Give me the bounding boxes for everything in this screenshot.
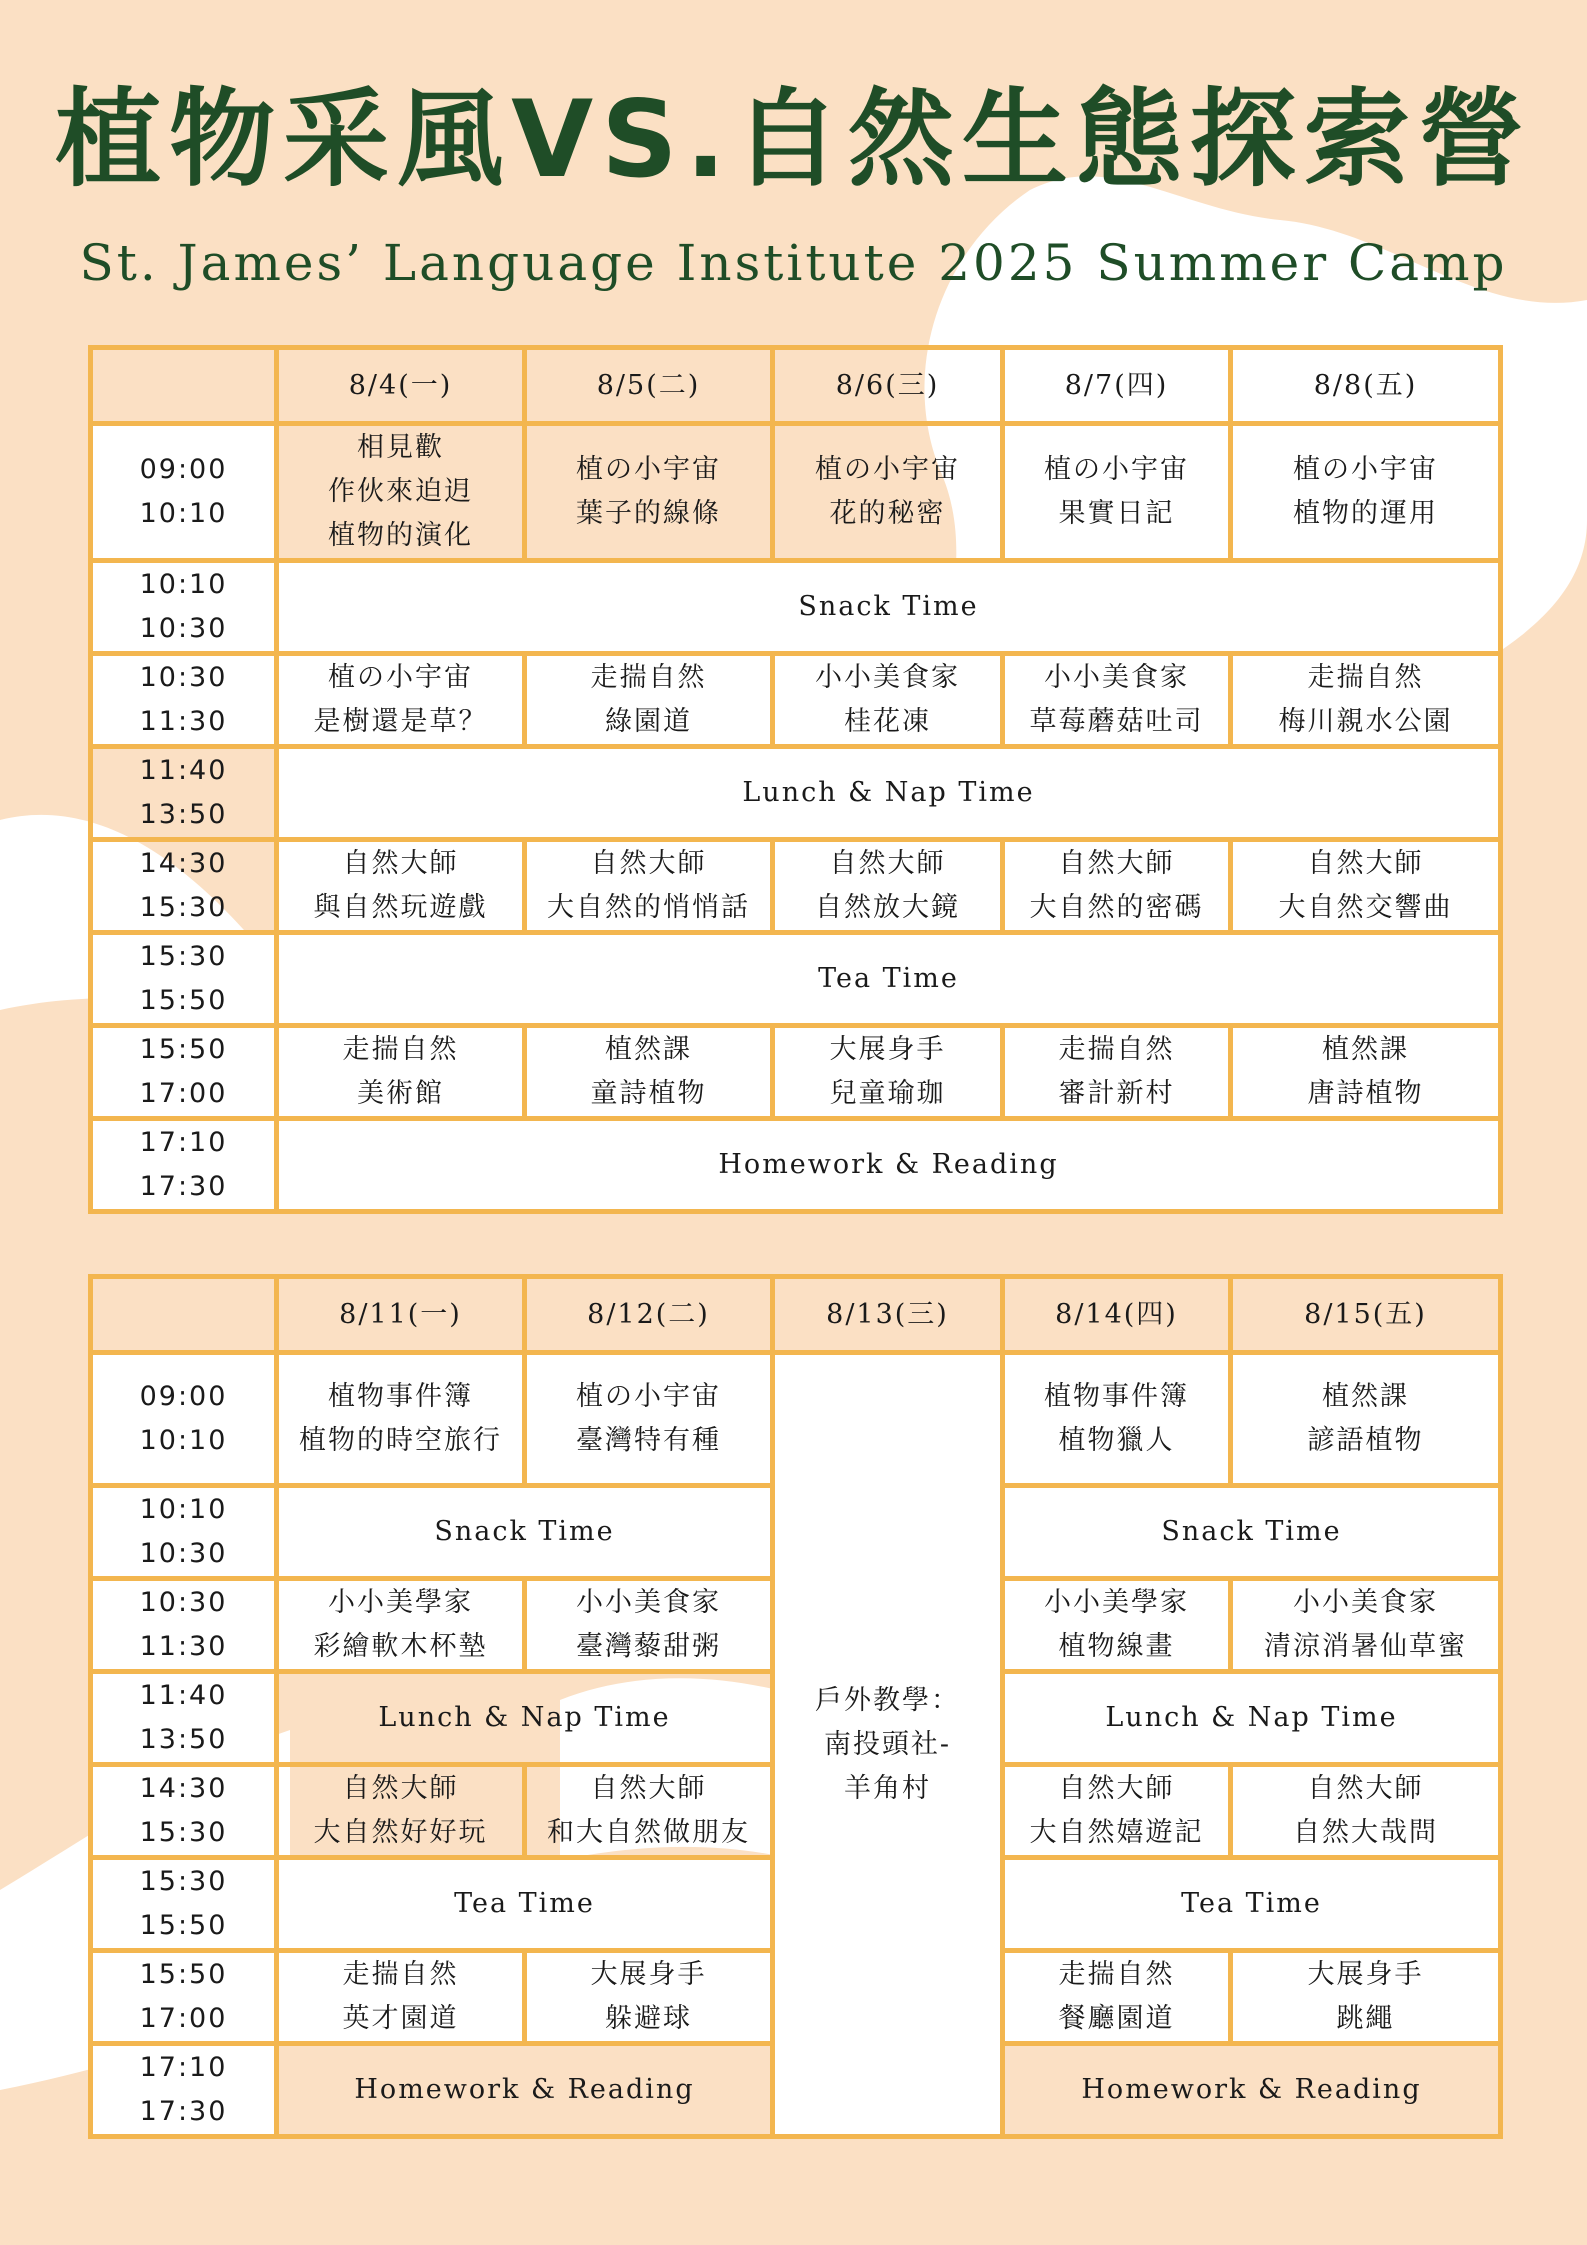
time-cell (91, 1353, 277, 1486)
activity-line: 自然大哉問 (1293, 1817, 1438, 1848)
activity-line: 植の小宇宙 (328, 662, 473, 693)
homework-reading-cell: Homework & Reading (1003, 2044, 1501, 2137)
tea-time-cell: Tea Time (277, 933, 1501, 1026)
activity-line: 植物的演化 (328, 520, 473, 551)
time-start: 10:30 (139, 662, 228, 693)
page-subtitle: St. James’ Language Institute 2025 Summer Camp (79, 234, 1508, 292)
time-cell (91, 840, 277, 933)
activity-cell (277, 1579, 525, 1672)
table-row (91, 933, 1501, 1026)
activity-line: 小小美食家 (1044, 662, 1189, 693)
snack-time-cell: Snack Time (277, 1486, 773, 1579)
activity-cell (525, 840, 773, 933)
activity-cell (525, 1579, 773, 1672)
time-start: 15:50 (139, 1959, 228, 1990)
activity-line: 相見歡 (357, 432, 444, 463)
time-end: 10:30 (139, 613, 228, 644)
activity-line: 植物獵人 (1058, 1425, 1175, 1456)
activity-line: 自然大師 (1307, 1773, 1424, 1804)
page-title: 植物采風VS.自然生態探索營 (55, 78, 1532, 201)
time-cell (91, 933, 277, 1026)
activity-cell (525, 1951, 773, 2044)
tea-time-cell: Tea Time (1003, 1858, 1501, 1951)
activity-cell (525, 654, 773, 747)
time-cell (91, 1119, 277, 1212)
activity-line: 自然大師 (1058, 848, 1175, 879)
time-end: 15:30 (139, 892, 228, 923)
day-header: 8/5(二) (525, 348, 773, 424)
time-end: 15:30 (139, 1817, 228, 1848)
activity-cell (277, 654, 525, 747)
activity-cell (1003, 1579, 1231, 1672)
activity-line: 植物事件簿 (1044, 1381, 1189, 1412)
activity-line: 果實日記 (1058, 498, 1175, 529)
day-header: 8/14(四) (1003, 1277, 1231, 1353)
activity-cell (525, 424, 773, 561)
time-end: 17:30 (139, 2096, 228, 2127)
activity-line: 是樹還是草？ (313, 706, 488, 737)
activity-line: 走揣自然 (590, 662, 707, 693)
day-header: 8/15(五) (1231, 1277, 1501, 1353)
activity-line: 大展身手 (590, 1959, 707, 1990)
corner-cell (91, 348, 277, 424)
time-cell (91, 2044, 277, 2137)
day-header: 8/8(五) (1231, 348, 1501, 424)
time-cell (91, 1858, 277, 1951)
activity-cell (773, 1026, 1003, 1119)
activity-line: 羊角村 (844, 1772, 931, 1804)
activity-line: 走揣自然 (342, 1959, 459, 1990)
time-start: 17:10 (139, 2052, 228, 2083)
activity-line: 美術館 (357, 1078, 444, 1109)
activity-cell (1003, 654, 1231, 747)
activity-line: 小小美食家 (1293, 1587, 1438, 1618)
activity-cell (277, 424, 525, 561)
activity-line: 植物的時空旅行 (299, 1425, 502, 1456)
activity-line: 大自然的密碼 (1029, 892, 1204, 923)
time-start: 10:30 (139, 1587, 228, 1618)
activity-line: 自然放大鏡 (815, 892, 960, 923)
homework-reading-cell: Homework & Reading (277, 1119, 1501, 1212)
time-end: 10:10 (139, 1425, 228, 1456)
time-end: 13:50 (139, 799, 228, 830)
activity-cell (1003, 1951, 1231, 2044)
activity-line: 自然大師 (590, 1773, 707, 1804)
activity-line: 審計新村 (1058, 1078, 1175, 1109)
time-end: 15:50 (139, 985, 228, 1016)
activity-cell (1003, 424, 1231, 561)
activity-line: 葉子的線條 (576, 498, 721, 529)
time-start: 15:30 (139, 1866, 228, 1897)
time-end: 13:50 (139, 1724, 228, 1755)
activity-line: 戶外教學： (815, 1684, 960, 1716)
table-row (91, 1353, 1501, 1486)
activity-line: 植物事件簿 (328, 1381, 473, 1412)
activity-cell (277, 1765, 525, 1858)
table-row (91, 747, 1501, 840)
time-cell (91, 1026, 277, 1119)
day-header: 8/4(一) (277, 348, 525, 424)
activity-line: 童詩植物 (590, 1078, 707, 1109)
activity-line: 小小美學家 (328, 1587, 473, 1618)
tea-time-cell: Tea Time (277, 1858, 773, 1951)
header-row (91, 348, 1501, 424)
time-end: 15:50 (139, 1910, 228, 1941)
activity-line: 大自然嬉遊記 (1029, 1817, 1204, 1848)
activity-line: 植の小宇宙 (576, 454, 721, 485)
activity-line: 英才園道 (342, 2003, 459, 2034)
time-end: 17:00 (139, 2003, 228, 2034)
activity-line: 清涼消暑仙草蜜 (1264, 1631, 1467, 1662)
activity-line: 自然大師 (342, 848, 459, 879)
table-row (91, 561, 1501, 654)
activity-cell (1231, 1951, 1501, 2044)
activity-line: 南投頭社- (823, 1728, 952, 1760)
activity-line: 植の小宇宙 (1044, 454, 1189, 485)
time-start: 11:40 (139, 1680, 228, 1711)
activity-line: 和大自然做朋友 (547, 1817, 750, 1848)
time-end: 10:10 (139, 498, 228, 529)
activity-line: 小小美學家 (1044, 1587, 1189, 1618)
time-start: 14:30 (139, 848, 228, 879)
activity-line: 大展身手 (1307, 1959, 1424, 1990)
activity-cell (1231, 840, 1501, 933)
time-start: 17:10 (139, 1127, 228, 1158)
time-end: 10:30 (139, 1538, 228, 1569)
time-start: 09:00 (139, 1381, 228, 1412)
activity-line: 臺灣藜甜粥 (576, 1631, 721, 1662)
activity-cell (525, 1353, 773, 1486)
time-start: 14:30 (139, 1773, 228, 1804)
activity-line: 自然大師 (1058, 1773, 1175, 1804)
time-cell (91, 654, 277, 747)
day-header: 8/7(四) (1003, 348, 1231, 424)
table-row (91, 1026, 1501, 1119)
time-start: 15:30 (139, 941, 228, 972)
activity-cell (1003, 1765, 1231, 1858)
activity-cell (1003, 840, 1231, 933)
activity-line: 兒童瑜珈 (829, 1078, 946, 1109)
activity-line: 草莓蘑菇吐司 (1029, 706, 1204, 737)
time-cell (91, 1579, 277, 1672)
table-row (91, 424, 1501, 561)
activity-line: 植の小宇宙 (576, 1381, 721, 1412)
activity-cell (1231, 654, 1501, 747)
activity-line: 彩繪軟木杯墊 (313, 1631, 488, 1662)
activity-cell (1003, 1353, 1231, 1486)
day-header: 8/11(一) (277, 1277, 525, 1353)
activity-cell (1231, 1579, 1501, 1672)
time-end: 11:30 (139, 1631, 228, 1662)
activity-line: 花的秘密 (829, 498, 946, 529)
day-header: 8/12(二) (525, 1277, 773, 1353)
activity-line: 植然課 (1322, 1381, 1409, 1412)
time-cell (91, 1951, 277, 2044)
table-row (91, 1119, 1501, 1212)
lunch-nap-time-cell: Lunch & Nap Time (277, 1672, 773, 1765)
time-start: 10:10 (139, 569, 228, 600)
activity-line: 走揣自然 (1307, 662, 1424, 693)
time-end: 17:30 (139, 1171, 228, 1202)
lunch-nap-time-cell: Lunch & Nap Time (1003, 1672, 1501, 1765)
activity-line: 桂花凍 (844, 706, 931, 737)
activity-line: 自然大師 (1307, 848, 1424, 879)
snack-time-cell: Snack Time (277, 561, 1501, 654)
activity-cell (773, 424, 1003, 561)
time-start: 15:50 (139, 1034, 228, 1065)
activity-cell (1003, 1026, 1231, 1119)
time-start: 11:40 (139, 755, 228, 786)
activity-line: 走揣自然 (342, 1034, 459, 1065)
header-row (91, 1277, 1501, 1353)
activity-line: 小小美食家 (815, 662, 960, 693)
activity-line: 梅川親水公園 (1278, 706, 1453, 737)
activity-line: 植の小宇宙 (815, 454, 960, 485)
outdoor-teaching-cell (773, 1353, 1003, 2137)
day-header: 8/13(三) (773, 1277, 1003, 1353)
activity-line: 植然課 (1322, 1034, 1409, 1065)
activity-line: 與自然玩遊戲 (313, 892, 488, 923)
activity-line: 走揣自然 (1058, 1959, 1175, 1990)
activity-line: 大展身手 (829, 1034, 946, 1065)
time-cell (91, 424, 277, 561)
week1-schedule-table (88, 345, 1503, 1214)
time-cell (91, 747, 277, 840)
time-cell (91, 561, 277, 654)
corner-cell (91, 1277, 277, 1353)
activity-line: 唐詩植物 (1307, 1078, 1424, 1109)
activity-line: 作伙來迫迌 (328, 476, 473, 507)
activity-cell (525, 1765, 773, 1858)
activity-line: 躲避球 (605, 2003, 692, 2034)
time-end: 17:00 (139, 1078, 228, 1109)
activity-line: 植然課 (605, 1034, 692, 1065)
table-row (91, 840, 1501, 933)
activity-line: 自然大師 (342, 1773, 459, 1804)
activity-cell (1231, 1353, 1501, 1486)
activity-line: 自然大師 (829, 848, 946, 879)
activity-cell (1231, 424, 1501, 561)
activity-line: 植の小宇宙 (1293, 454, 1438, 485)
activity-cell (277, 1353, 525, 1486)
week2-schedule-table (88, 1274, 1503, 2139)
time-start: 10:10 (139, 1494, 228, 1525)
time-start: 09:00 (139, 454, 228, 485)
activity-cell (773, 654, 1003, 747)
snack-time-cell: Snack Time (1003, 1486, 1501, 1579)
activity-line: 大自然好好玩 (313, 1817, 488, 1848)
activity-line: 臺灣特有種 (576, 1425, 721, 1456)
activity-line: 自然大師 (590, 848, 707, 879)
activity-line: 餐廳園道 (1058, 2003, 1175, 2034)
activity-line: 諺語植物 (1307, 1425, 1424, 1456)
activity-cell (773, 840, 1003, 933)
activity-cell (1231, 1765, 1501, 1858)
time-end: 11:30 (139, 706, 228, 737)
activity-cell (277, 840, 525, 933)
activity-line: 植物的運用 (1293, 498, 1438, 529)
table-row (91, 654, 1501, 747)
lunch-nap-time-cell: Lunch & Nap Time (277, 747, 1501, 840)
activity-line: 走揣自然 (1058, 1034, 1175, 1065)
homework-reading-cell: Homework & Reading (277, 2044, 773, 2137)
time-cell (91, 1672, 277, 1765)
activity-cell (525, 1026, 773, 1119)
time-cell (91, 1486, 277, 1579)
activity-line: 跳繩 (1336, 2003, 1395, 2034)
activity-cell (277, 1026, 525, 1119)
activity-line: 大自然的悄悄話 (547, 892, 750, 923)
activity-line: 綠園道 (605, 706, 692, 737)
activity-cell (1231, 1026, 1501, 1119)
day-header: 8/6(三) (773, 348, 1003, 424)
activity-line: 大自然交響曲 (1278, 892, 1453, 923)
activity-line: 小小美食家 (576, 1587, 721, 1618)
time-cell (91, 1765, 277, 1858)
activity-cell (277, 1951, 525, 2044)
activity-line: 植物線畫 (1058, 1631, 1175, 1662)
